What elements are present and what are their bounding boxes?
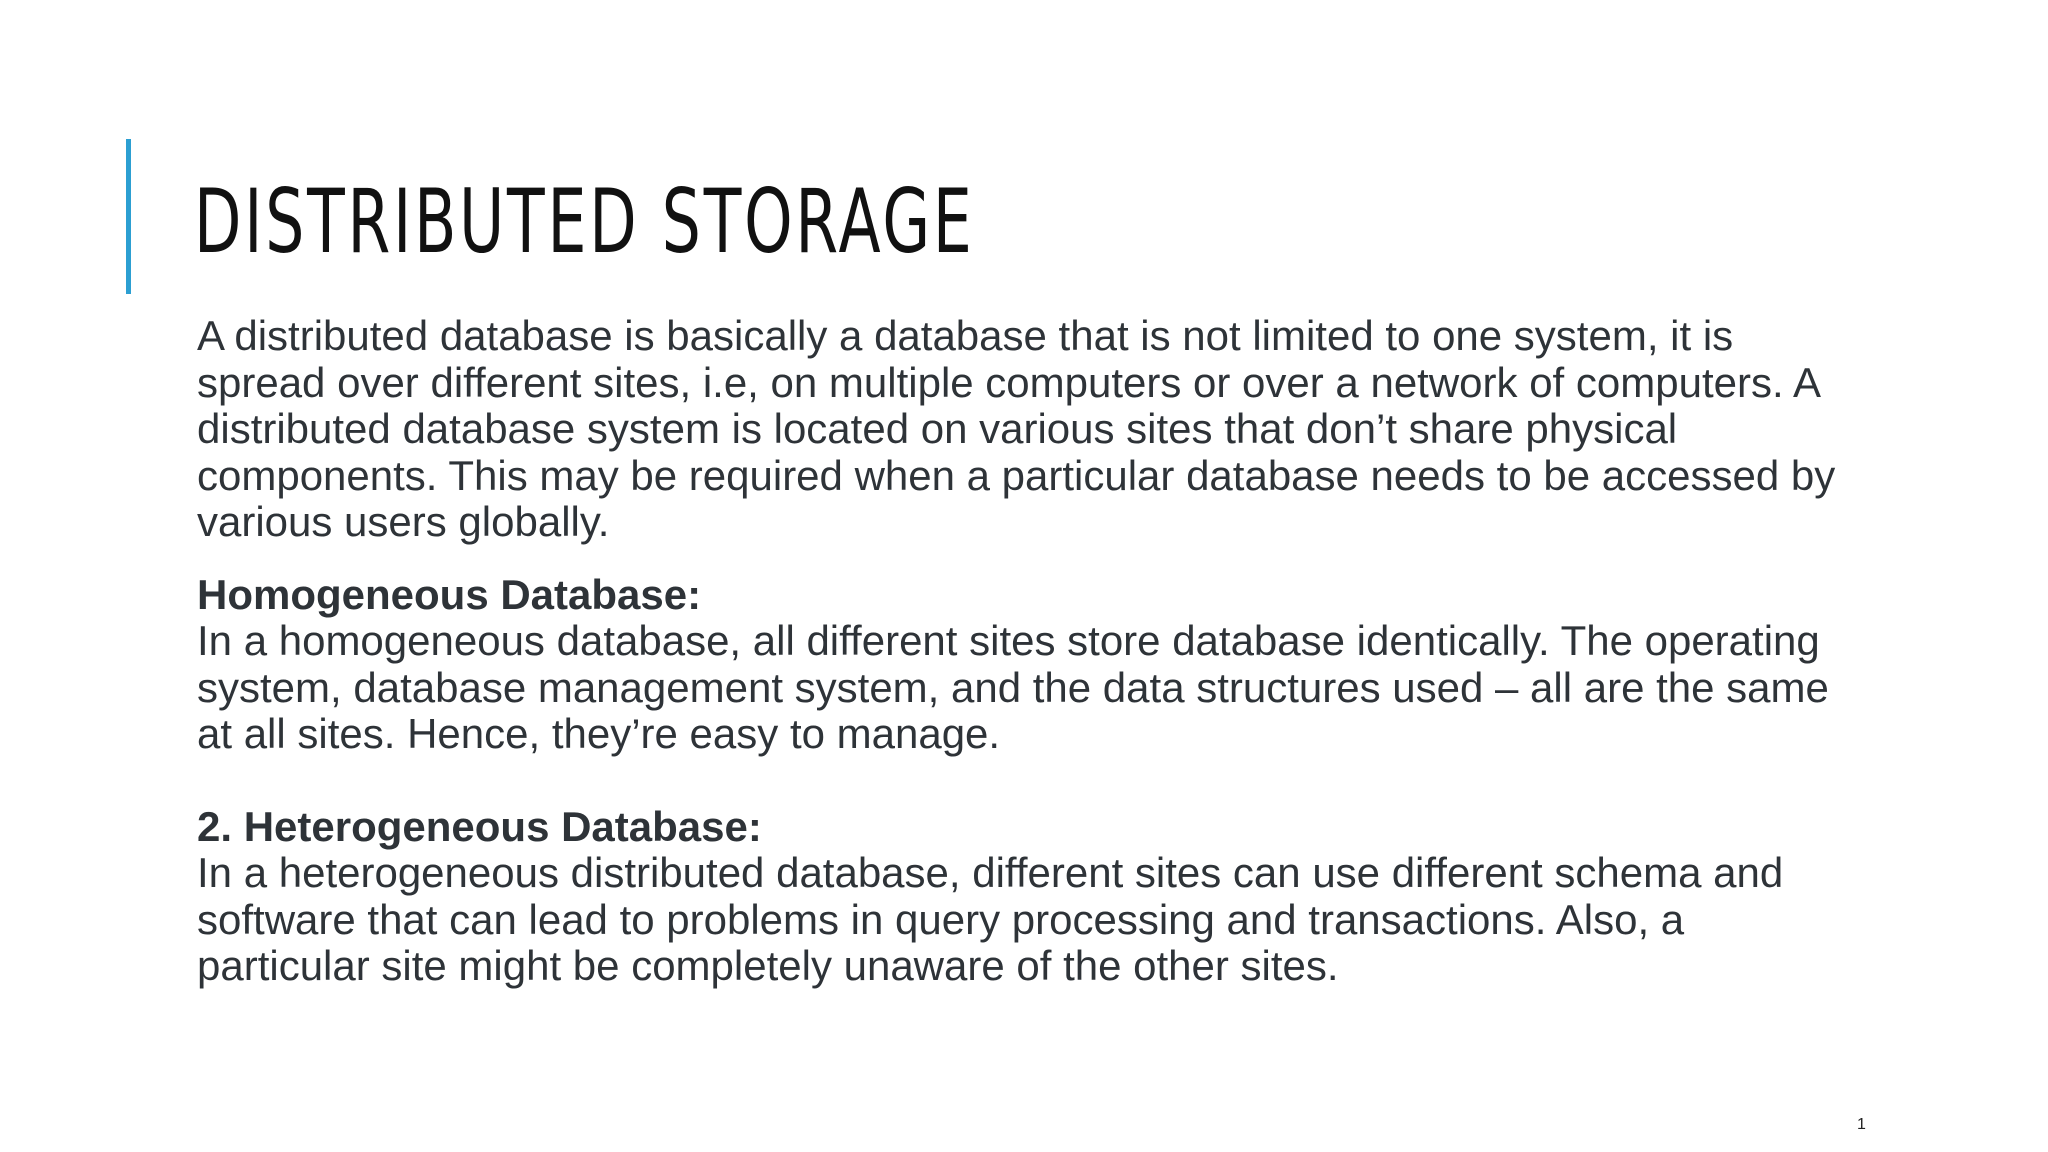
section-heterogeneous [197, 804, 1847, 990]
section-heading: Homogeneous Database: [197, 570, 702, 618]
section-text: In a heterogeneous distributed database, different sites can use different schema and software that can lead to problems in query processing and transactions. Also, a particular site might be completely unaware of the other sites. [197, 849, 1784, 989]
section-homogeneous [197, 572, 1847, 758]
page-number: 1 [1857, 1116, 1866, 1133]
section-text: In a homogeneous database, all different sites store database identically. The operating system, database management system, and the data structures used – all are the same at all sites. Hence, they’re easy to manage. [197, 617, 1829, 757]
slide-title: DISTRIBUTED STORAGE [194, 170, 975, 273]
title-accent-bar [126, 139, 131, 294]
section-heading: 2. Heterogeneous Database: [197, 802, 762, 850]
slide-body [197, 313, 1847, 990]
intro-paragraph: A distributed database is basically a database that is not limited to one system, it is spread over different sites, i.e, on multiple computers or over a network of computers. A distributed database system is located on various sites that don’t share physical components. This may be required when a particular database needs to be accessed by various users globally. [197, 312, 1836, 545]
